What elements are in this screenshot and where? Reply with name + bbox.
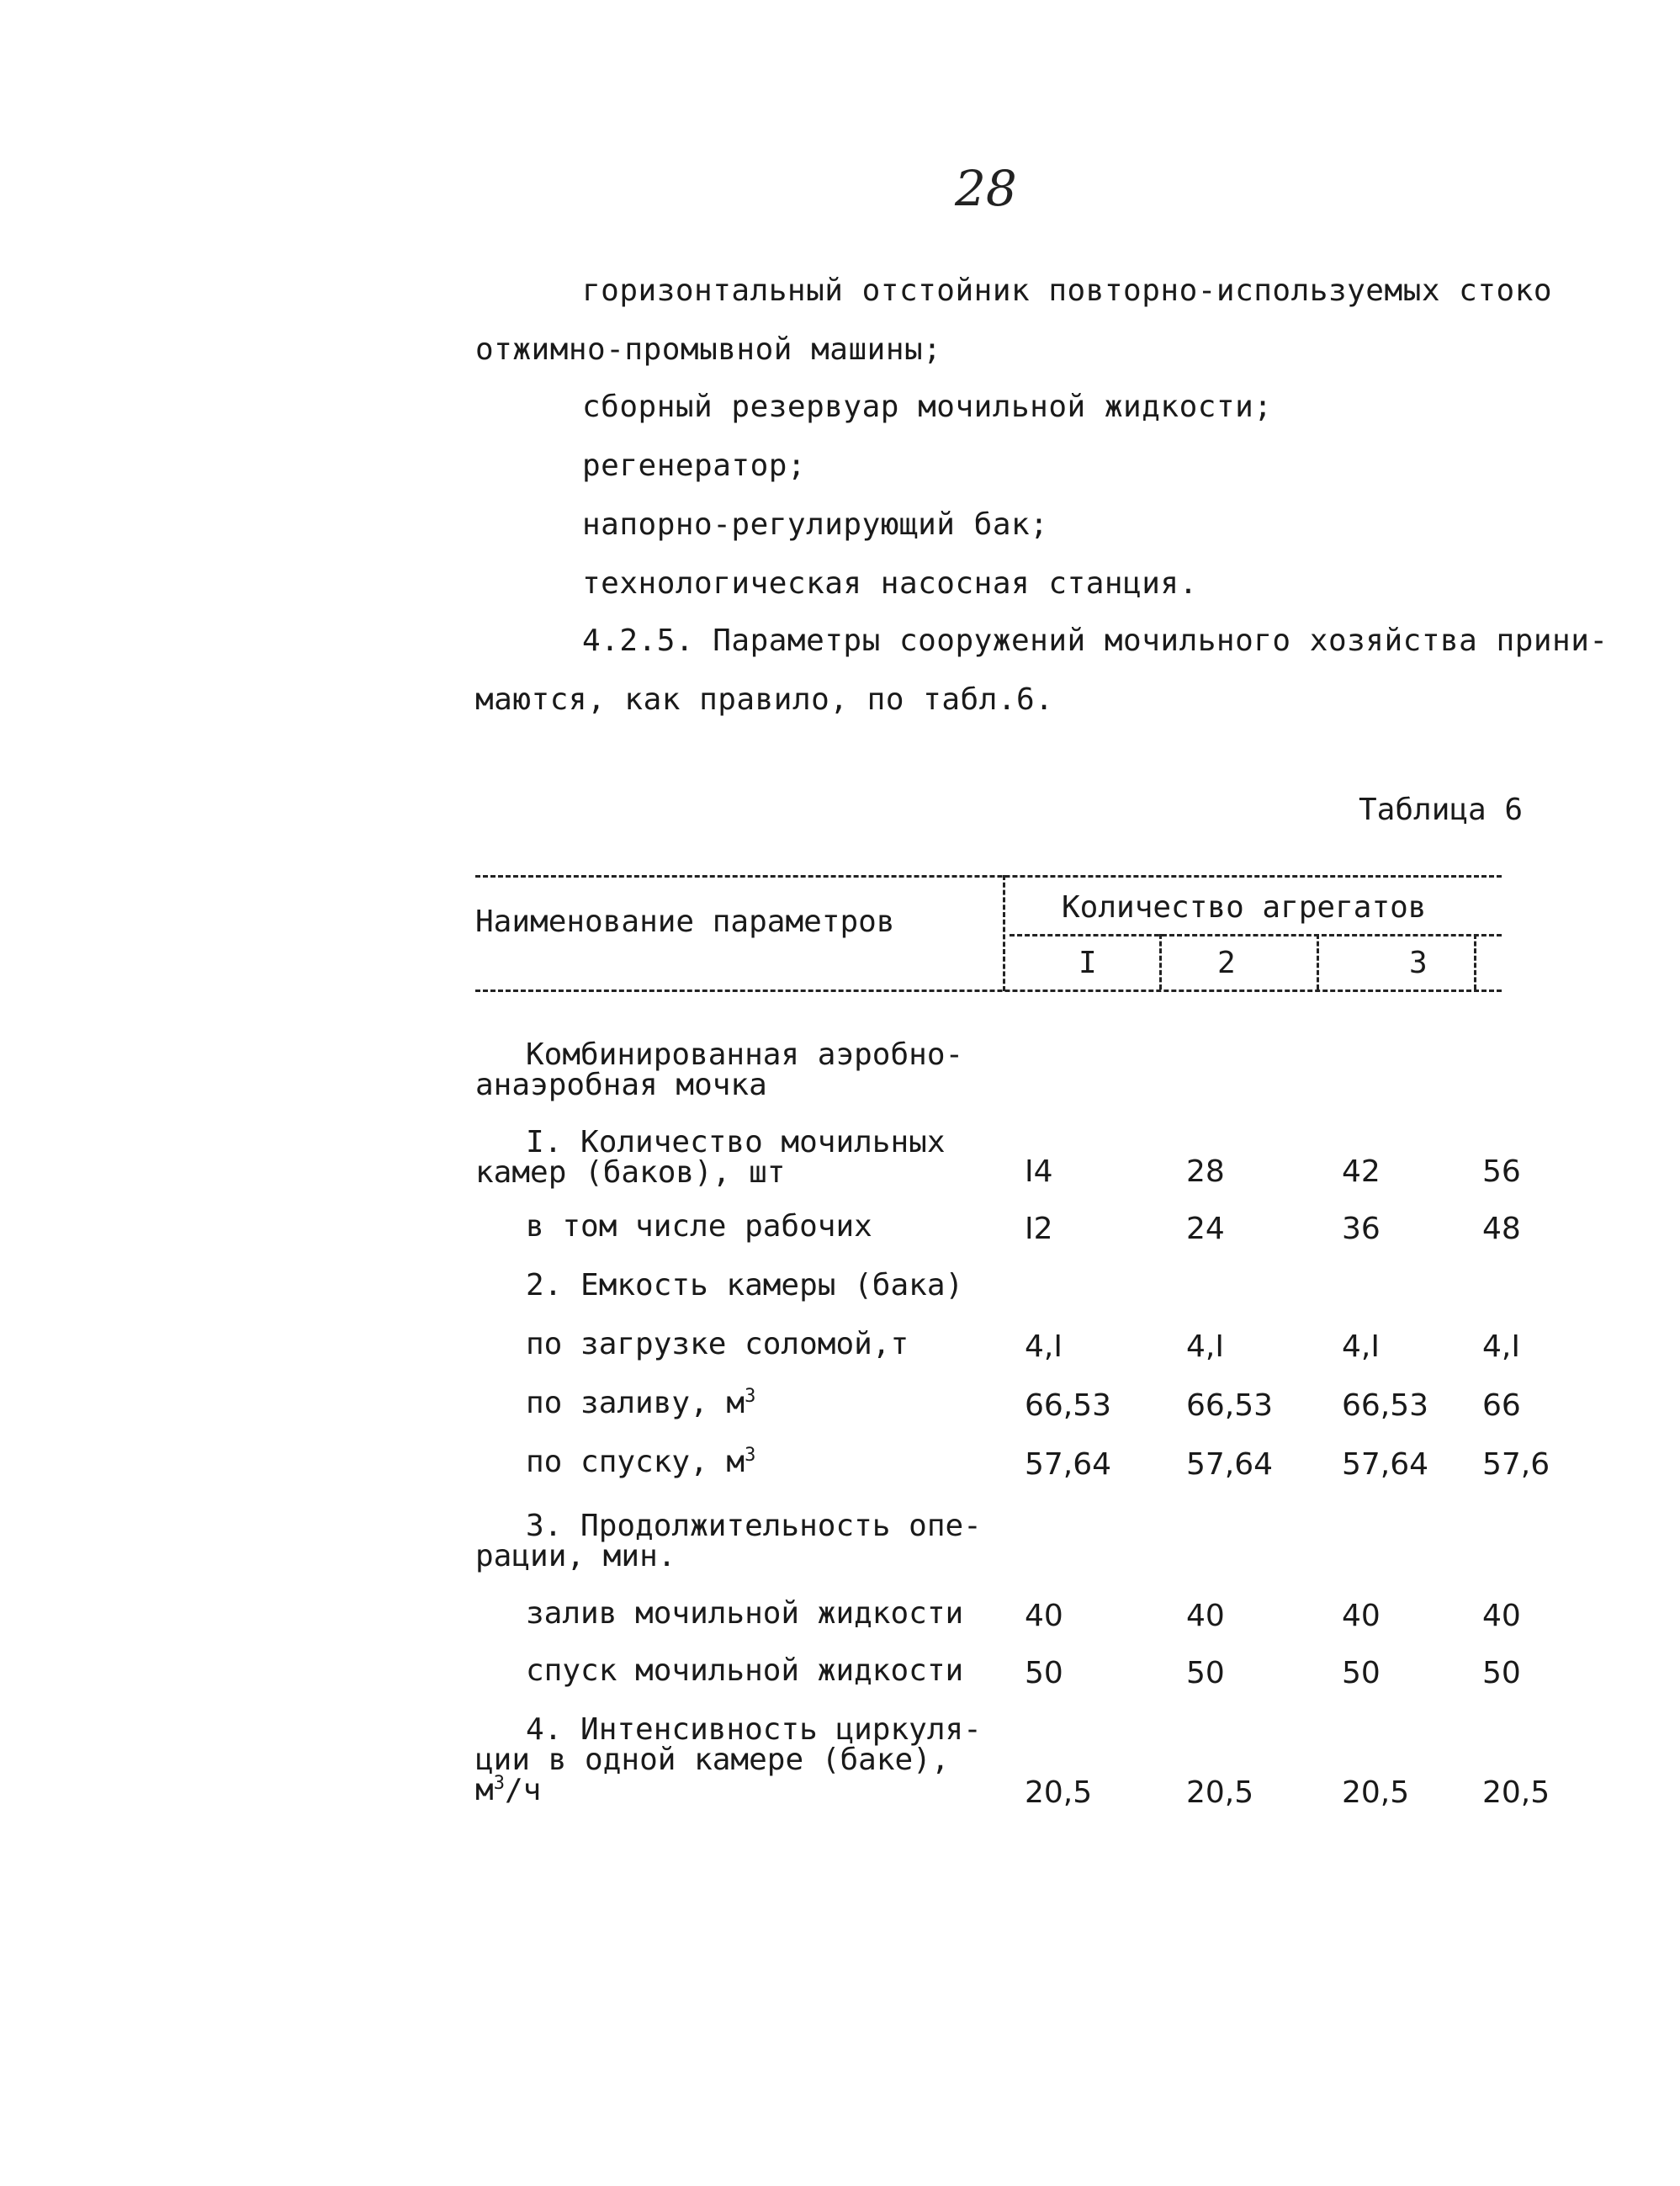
table-cell: 20,5 (1342, 1775, 1410, 1810)
header-parameters: Наименование параметров (475, 905, 895, 939)
paragraph-line-7: 4.2.5. Параметры сооружений мочильного хозяйства прини- (582, 623, 1608, 658)
table-cell: 56 (1482, 1154, 1521, 1189)
table-top-rule (475, 875, 1502, 878)
paragraph-line-8: маются, как правило, по табл.6. (475, 682, 1054, 717)
table-cell: 20,5 (1025, 1775, 1093, 1810)
row-label: спуск мочильной жидкости (526, 1653, 964, 1688)
table-cell: 20,5 (1186, 1775, 1254, 1810)
table-cell: 50 (1186, 1656, 1225, 1690)
table-cell: I4 (1025, 1154, 1053, 1189)
row-label: по загрузке соломой,т (526, 1327, 909, 1361)
table-cell: 42 (1342, 1154, 1381, 1189)
table-cell: 20,5 (1482, 1775, 1550, 1810)
row-label: в том числе рабочих (526, 1209, 872, 1244)
table-cell: 57,64 (1186, 1447, 1274, 1482)
paragraph-line-2: отжимно-промывной машины; (475, 332, 942, 367)
table-cell: 40 (1186, 1599, 1225, 1633)
table-col-divider-1 (1159, 934, 1162, 990)
header-col-3: 3 (1409, 946, 1428, 980)
table-cell: 40 (1025, 1599, 1063, 1633)
table-cell: 50 (1342, 1656, 1381, 1690)
table-col-divider-2 (1317, 934, 1319, 990)
table-cell: 50 (1482, 1656, 1521, 1690)
row-label: анаэробная мочка (475, 1068, 767, 1102)
header-col-1: I (1078, 946, 1097, 980)
row-label: камер (баков), шт (475, 1155, 786, 1190)
table-cell: 66,53 (1342, 1388, 1429, 1423)
row-label: по спуску, $м^3$ (526, 1445, 756, 1479)
table-cell: 48 (1482, 1212, 1521, 1246)
table-col-divider-3 (1474, 934, 1476, 990)
table-cell: I2 (1025, 1212, 1053, 1246)
row-label: $м^3/ч$ (475, 1773, 542, 1807)
row-label: ции в одной камере (баке), (475, 1743, 950, 1777)
table-cell: 57,64 (1025, 1447, 1112, 1482)
row-label: по заливу, $м^3$ (526, 1386, 756, 1420)
table-cell: 4,I (1342, 1329, 1380, 1364)
table-cell: 66 (1482, 1388, 1521, 1423)
table-cell: 28 (1186, 1154, 1225, 1189)
table-header-divider (1003, 875, 1005, 991)
table-header-mid-rule (1010, 934, 1502, 936)
table-cell: 50 (1025, 1656, 1063, 1690)
row-label: I. Количество мочильных (526, 1125, 946, 1159)
row-label: 3. Продолжительность опе- (526, 1509, 982, 1543)
row-label: 2. Емкость камеры (бака) (526, 1268, 964, 1303)
table-caption: Таблица 6 (1359, 793, 1524, 827)
paragraph-line-4: регенератор; (582, 448, 807, 483)
table-cell: 4,I (1025, 1329, 1063, 1364)
table-cell: 4,I (1186, 1329, 1224, 1364)
header-col-2: 2 (1217, 946, 1236, 980)
table-cell: 57,6 (1482, 1447, 1550, 1482)
row-label: Комбинированная аэробно- (526, 1037, 964, 1072)
table-cell: 66,53 (1186, 1388, 1274, 1423)
paragraph-line-5: напорно-регулирующий бак; (582, 507, 1049, 542)
table-cell: 57,64 (1342, 1447, 1429, 1482)
table-cell: 24 (1186, 1212, 1225, 1246)
table-header-bottom-rule (475, 990, 1502, 992)
table-cell: 40 (1342, 1599, 1381, 1633)
row-label: рации, мин. (475, 1539, 676, 1573)
row-label: залив мочильной жидкости (526, 1596, 964, 1631)
paragraph-line-6: технологическая насосная станция. (582, 566, 1198, 601)
page-number: 28 (955, 160, 1017, 217)
paragraph-line-3: сборный резервуар мочильной жидкости; (582, 390, 1273, 424)
paragraph-line-1: горизонтальный отстойник повторно-используемых стоко (582, 273, 1553, 308)
table-cell: 66,53 (1025, 1388, 1112, 1423)
table-cell: 4,I (1482, 1329, 1520, 1364)
table-cell: 36 (1342, 1212, 1381, 1246)
header-unit-count: Количество агрегатов (1062, 890, 1427, 925)
table-cell: 40 (1482, 1599, 1521, 1633)
row-label: 4. Интенсивность циркуля- (526, 1712, 982, 1747)
